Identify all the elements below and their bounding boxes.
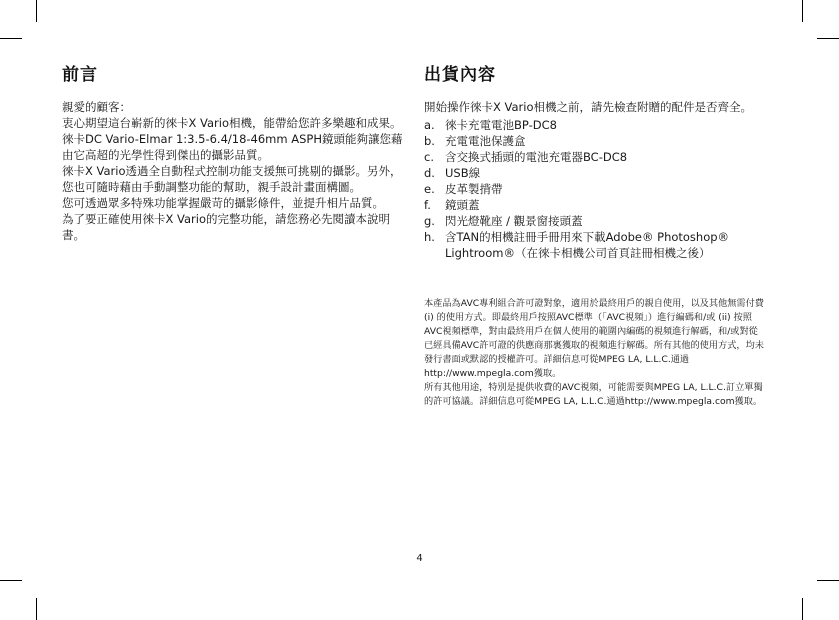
list-item — [424, 165, 769, 181]
package-contents-intro: 開始操作徠卡X Vario相機之前，請先檢查附贈的配件是否齊全。 — [424, 100, 753, 114]
crop-mark — [802, 0, 803, 22]
list-item — [424, 133, 769, 149]
foreword-paragraph: 為了要正確使用徠卡X Vario的完整功能，請您務必先閱讀本說明書。 — [62, 212, 391, 242]
list-item-text: USB線 — [445, 166, 481, 180]
crop-mark — [802, 598, 803, 620]
list-item-text: 皮革製揹帶 — [445, 182, 503, 196]
list-marker: c. — [424, 150, 434, 164]
package-contents-list — [424, 117, 769, 261]
license-paragraph: 所有其他用途，特別是提供收費的AVC視頻，可能需要與MPEG LA, L.L.C.訂立單獨的許可協議。詳細信息可從MPEG LA, L.L.C.通過http://www.mpegla.com獲取。 — [424, 382, 763, 407]
crop-mark — [36, 0, 37, 22]
crop-mark — [0, 580, 22, 581]
foreword-title: 前言 — [62, 65, 98, 85]
foreword-paragraph: 您可透過眾多特殊功能掌握嚴苛的攝影條件，並提升相片品質。 — [62, 196, 384, 210]
list-marker: d. — [424, 166, 435, 180]
list-marker: g. — [424, 214, 435, 228]
license-paragraph: 本產品為AVC專利組合許可證對象，適用於最終用戶的親自使用，以及其他無需付費 (i) 的使用方式。即最終用戶按照AVC標準（「AVC視頻」）進行編碼和/或 (ii) 按照AVC視頻標準，對由最終用戶在個人使用的範圍內編碼的視頻進行解碼，和/或對從已經具備AVC許可證的供應商那裏獲取的視頻進行解碼。所有其他的使用方式，均未發行書面或默認的授權許可。詳細信息可從MPEG LA, L.L.C.通過http://www.mpegla.com獲取。 — [424, 298, 764, 379]
crop-mark — [0, 38, 22, 39]
package-contents-column — [424, 60, 769, 261]
list-item — [424, 229, 769, 261]
page-number: 4 — [416, 553, 423, 564]
foreword-column — [62, 60, 410, 243]
list-marker: e. — [424, 182, 435, 196]
list-item-text: 充電電池保護盒 — [445, 134, 526, 148]
avc-license-notice — [424, 297, 764, 409]
list-item — [424, 181, 769, 197]
foreword-paragraph: 衷心期望這台嶄新的徠卡X Vario相機，能帶給您許多樂趣和成果。徠卡DC Vario-Elmar 1:3.5-6.4/18-46mm ASPH鏡頭能夠讓您藉由它高超的光學性得到傑出的攝影品質。 — [62, 116, 403, 162]
list-item-text: 徠卡充電電池BP-DC8 — [445, 118, 557, 132]
list-marker: f. — [424, 198, 431, 212]
crop-mark — [817, 580, 839, 581]
list-item — [424, 197, 769, 213]
foreword-greeting: 親愛的顧客： — [62, 100, 131, 114]
crop-mark — [817, 38, 839, 39]
foreword-paragraph: 徠卡X Vario透過全自動程式控制功能支援無可挑剔的攝影。另外，您也可隨時藉由手動調整功能的幫助，親手設計畫面構圖。 — [62, 164, 402, 194]
list-item — [424, 149, 769, 165]
list-item-text: 閃光燈靴座 / 觀景窗接頭蓋 — [445, 214, 583, 228]
list-item — [424, 117, 769, 133]
list-marker: b. — [424, 134, 435, 148]
package-contents-title: 出貨內容 — [424, 65, 496, 85]
list-item-text: 含交換式插頭的電池充電器BC-DC8 — [445, 150, 628, 164]
list-item-text: 含TAN的相機註冊手冊用來下載Adobe® Photoshop® Lightroom®（在徠卡相機公司首頁註冊相機之後） — [445, 230, 730, 260]
list-marker: a. — [424, 118, 435, 132]
list-item-text: 鏡頭蓋 — [445, 198, 480, 212]
list-item — [424, 213, 769, 229]
crop-mark — [36, 598, 37, 620]
list-marker: h. — [424, 230, 435, 244]
